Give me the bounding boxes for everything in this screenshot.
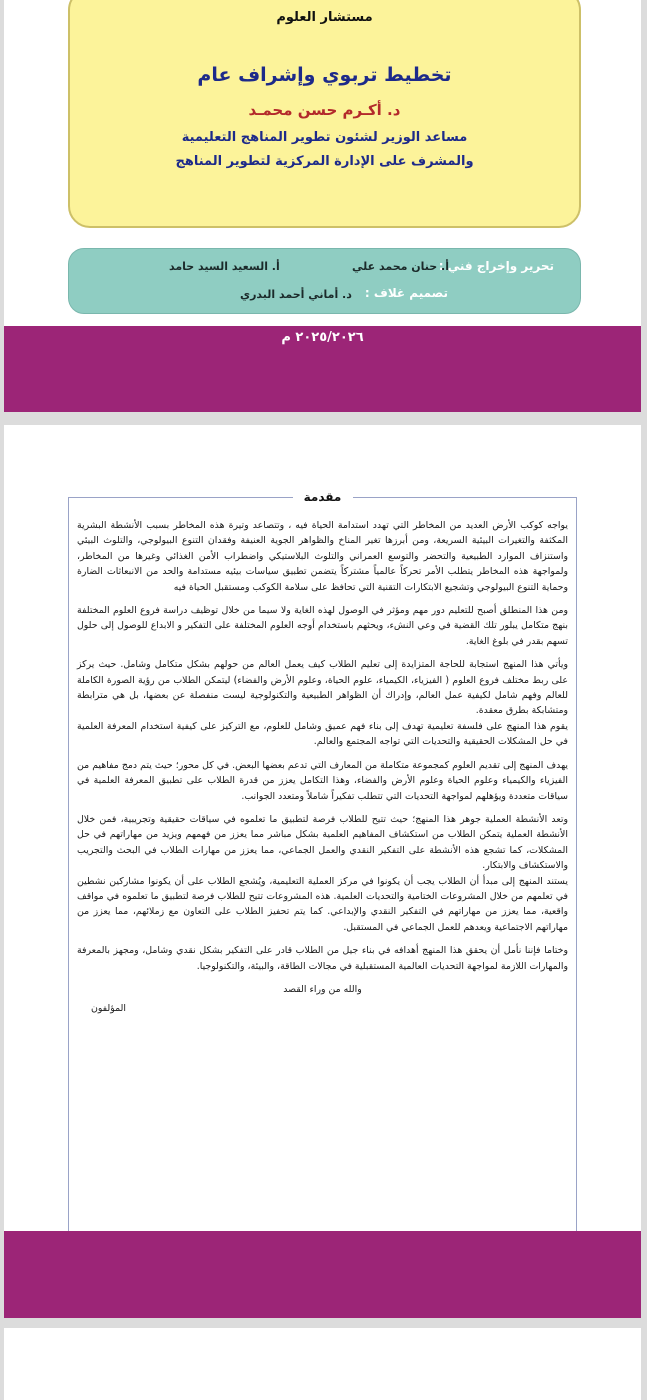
paragraph: ومن هذا المنطلق أصبح للتعليم دور مهم ومؤثر في الوصول لهذه الغاية ولا سيما من خلال توظيف دراسة فروع العلوم المختلفة بنهج متكامل يبلور تلك القضية في وعي النشء، ويحثهم باستخدام أوجه العلوم المختلفة على التفكير و الابداع للوصول إلى حلول تسهم بقدر في بلوغ الغاية. <box>77 605 568 647</box>
supervisor-role-line-2: والمشرف على الإدارة المركزية لتطوير المناهج <box>175 154 474 169</box>
page-2 <box>4 425 641 1318</box>
paragraph: يواجه كوكب الأرض العديد من المخاطر التي تهدد استدامة الحياة فيه ، وتتصاعد وتيرة هذه المخاطر بسبب الأنشطة البشرية المكثفة والتغيرات البيئية السريعة، ومن أبرزها تغير المناخ والظواهر الجوية العنيفة وفقدان التنوع البيولوجي، والتلوث البيئي واستنزاف الموارد الطبيعية والتحضر والتوسع العمراني والتلوث البلاستيكي واضطراب الأمن الغذائي وغيرها من المخاطر، ولمواجهة هذه المخاطر يتطلب الأمر تحركاً عالمياً مشتركاً يتضمن تطبيق سياسات بيئيه مستدامة والحد من الانبعاثات الضارة وحماية التنوع البيولوجي وتشجيع الابتكارات التقنية التي تحافظ على سلامة الكوكب ومستقبل الحياة فيه <box>77 520 568 593</box>
supervisor-name: د. أكـرم حسن محمـد <box>248 101 401 119</box>
editor-name-1: أ. حنان محمد علي <box>352 260 449 273</box>
editor-name-2: أ. السعيد السيد حامد <box>169 260 280 273</box>
supervisor-role-line-1: مساعد الوزير لشئون تطوير المناهج التعليمية <box>181 130 468 145</box>
paragraph: يهدف المنهج إلى تقديم العلوم كمجموعة متكاملة من المعارف التي تدعم بعضها البعض. في كل محور؛ حيث يتم دمج مفاهيم من الفيزياء والكيمياء وعلوم الحياة وعلوم الأرض والفضاء، وهذا التكامل يعزز من قدرة الطلاب على تطبيق المعرفة العلمية في سياقات متعددة ويؤهلهم لمواجهة التحديات التي تتطلب تفكيراً شاملاً ومتعدد الجوانب. <box>77 759 568 802</box>
closing-phrase: والله من وراء القصد <box>283 983 362 995</box>
science-advisor-role: مستشار العلوم <box>276 10 373 25</box>
academic-year: ٢٠٢٥/٢٠٢٦ م <box>281 330 364 345</box>
cover-design-label: تصميم غلاف : <box>364 286 448 300</box>
paragraph: وختاما فإننا نأمل أن يحقق هذا المنهج أهدافه في بناء جيل من الطلاب قادر على التفكير بشكل نقدي وشامل، ومجهز بالمعرفة والمهارات اللازمة لمواجهة التحديات العالمية المستقبلية في مجالات الطاقة، والبيئة، والتكنولوجيا. <box>77 945 568 972</box>
editing-label: تحرير وإخراج فني : <box>438 259 554 273</box>
footer-band <box>4 326 641 412</box>
paragraph: ويأتي هذا المنهج استجابة للحاجة المتزايدة إلى تعليم الطلاب كيف يعمل العالم من حولهم بشكل متكامل وشامل. حيث يركز على ربط مختلف فروع العلوم ( الفيزياء، الكيمياء، علوم الحياة، وعلوم الأرض والفضاء) ليتمكن الطلاب من رؤية الصورة الكاملة للعالم وفهم شامل لكيفية عمل العالم، وإدراك أن الظواهر الطبيعية والتكنولوجية ليست منفصلة عن بعضها، بل هي مترابطة ومتشابكة بطرق معقدة. <box>77 659 568 717</box>
paragraph: يستند المنهج إلى مبدأ أن الطلاب يجب أن يكونوا في مركز العملية التعليمية، ويُشجع الطلاب على أن يكونوا مشاركين نشطين في تعلمهم من خلال المشروعات الختامية والتحديات العلمية. هذه المشروعات تتيح للطلاب فرصة لتطبيق ما تعلموه في مواقف واقعية، مما يعزز من مهاراتهم في التفكير النقدي والإبداعي. كما يتم تحفيز الطلاب على التعاون مع زملائهم، مما يعزز من مهاراتهم الاجتماعية ويعدهم للعمل الجماعي في المستقبل. <box>77 875 568 933</box>
production-credits-box <box>68 248 581 314</box>
signature: المؤلفون <box>90 1003 126 1015</box>
introduction-body <box>77 518 568 1017</box>
credits-box <box>68 0 581 228</box>
cover-designer-name: د. أماني أحمد البدري <box>240 288 352 301</box>
introduction-title: مقدمة <box>293 490 353 504</box>
page-1 <box>4 0 641 412</box>
introduction-frame <box>68 497 577 1233</box>
page-3 <box>4 1328 641 1400</box>
planning-heading: تخطيط تربوي وإشراف عام <box>197 64 452 86</box>
paragraph: يقوم هذا المنهج على فلسفة تعليمية تهدف إلى بناء فهم عميق وشامل للعلوم، مع التركيز على كيفية استخدام المعرفة العلمية في حل المشكلات الحقيقية والتحديات التي تواجه المجتمع والعالم. <box>77 720 568 748</box>
paragraph: وتعد الأنشطة العملية جوهر هذا المنهج؛ حيث تتيح للطلاب فرصة لتطبيق ما تعلموه في سياقات حقيقية وتجريبية، فمن خلال الأنشطة العملية يتمكن الطلاب من استكشاف المفاهيم العلمية بشكل مباشر مما يعزز من فهمهم ويزيد من مهاراتهم في حل المشكلات، كما تشجع هذه الأنشطة على التفكير النقدي والعمل الجماعي، مما يعزز من مهارات الطلاب في البحث والتجريب والاستكشاف والابتكار. <box>77 813 568 872</box>
footer-band <box>4 1231 641 1318</box>
